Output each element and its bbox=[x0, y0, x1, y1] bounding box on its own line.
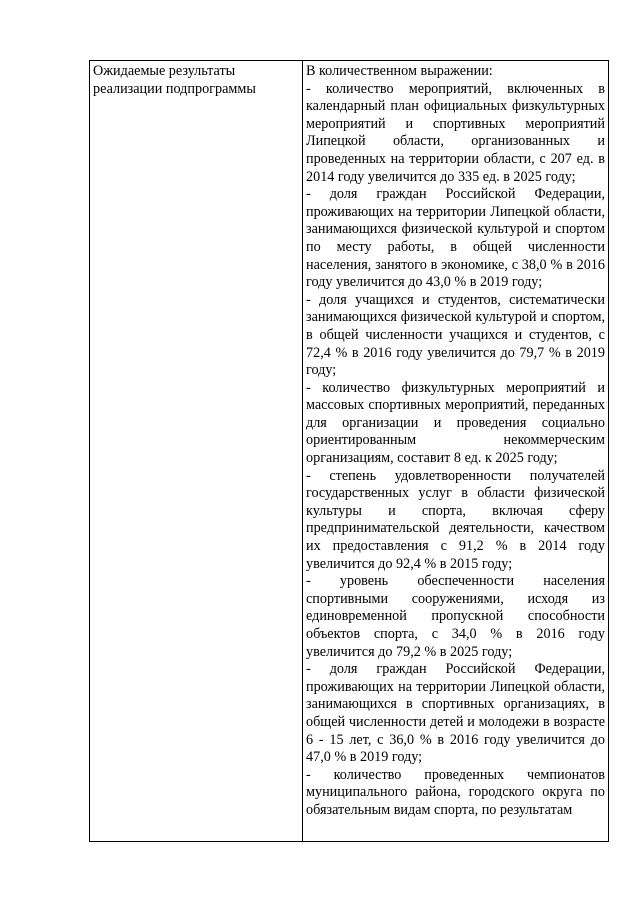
table-row bbox=[90, 61, 609, 842]
result-item-8: - количество проведенных чемпионатов муниципального района, городского округа по обязательным видам спорта, по результатам bbox=[306, 766, 605, 818]
results-table bbox=[89, 60, 609, 842]
result-item-4: - количество физкультурных мероприятий и массовых спортивных мероприятий, переданных для организации и проведения социально ориентированным некоммерческим организациям, составит 8 ед. к 2025 году; bbox=[306, 379, 605, 467]
label-cell bbox=[90, 61, 303, 842]
result-item-6: - уровень обеспеченности населения спортивными сооружениями, исходя из единовременной пропускной способности объектов спорта, с 34,0 % в 2016 году увеличится до 79,2 % в 2025 году; bbox=[306, 573, 605, 660]
result-item-1: - количество мероприятий, включенных в календарный план официальных физкультурных мероприятий и спортивных мероприятий Липецкой области, организованных и проведенных на территории области, с 207 ед. в 2014 году увеличится до 335 ед. в 2025 году; bbox=[306, 80, 605, 185]
content-cell bbox=[303, 61, 609, 842]
result-item-5: - степень удовлетворенности получателей государственных услуг в области физической культуры и спорта, включая сферу предпринимательской деятельности, качеством их предоставления с 91,2 % в 2014 году увеличится до 92,4 % в 2015 году; bbox=[306, 467, 605, 572]
result-item-7: - доля граждан Российской Федерации, проживающих на территории Липецкой области, занимающихся в спортивных организациях, в общей численности детей и молодежи в возрасте 6 - 15 лет, с 36,0 % в 2016 году увеличится до 47,0 % в 2019 году; bbox=[306, 661, 605, 766]
result-item-2: - доля граждан Российской Федерации, проживающих на территории Липецкой области, занимающихся физической культурой и спортом по месту работы, в общей численности населения, занятого в экономике, с 38,0 % в 2016 году увеличится до 43,0 % в 2019 году; bbox=[306, 186, 605, 291]
row-label: Ожидаемые результаты реализации подпрограммы bbox=[93, 63, 256, 97]
content-heading: В количественном выражении: bbox=[306, 63, 493, 79]
result-item-3: - доля учащихся и студентов, систематически занимающихся физической культурой и спортом, в общей численности учащихся и студентов, с 72,4 % в 2016 году увеличится до 79,7 % в 2019 году; bbox=[306, 291, 605, 379]
